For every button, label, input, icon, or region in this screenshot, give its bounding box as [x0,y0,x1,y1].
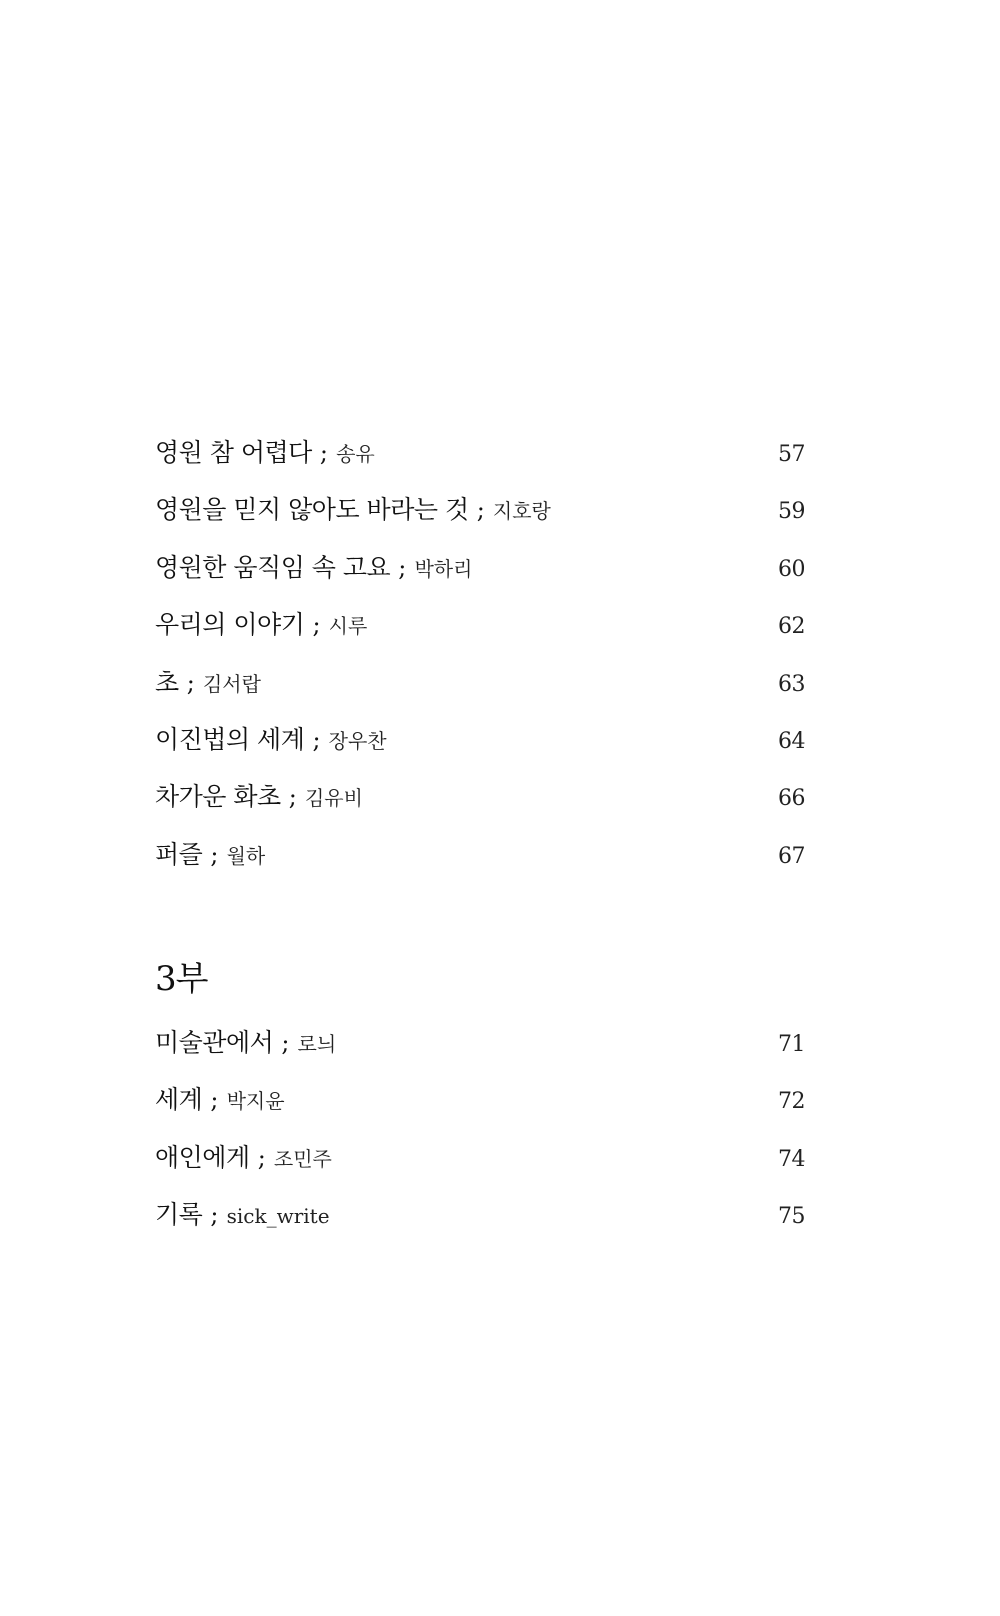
entry-author: 조민주 [273,1146,332,1171]
entry-text [155,495,551,525]
entry-title: 미술관에서 [155,1028,274,1057]
entry-separator: ; [398,553,407,582]
entry-text [155,440,375,465]
entry-author: 송유 [336,442,375,466]
entry-author: 박지윤 [226,1089,285,1114]
section-heading-part3: 3부 [155,959,208,999]
entry-text [155,1200,330,1230]
entry-separator: ; [186,668,195,697]
entry-title: 이진법의 세계 [155,724,305,754]
entry-author: 월하 [226,843,266,868]
entry-text [155,782,363,812]
entry-separator: ; [312,611,321,640]
entry-title: 퍼즐 [155,839,203,869]
entry-author: 시루 [328,614,368,639]
entry-author: 김유비 [304,786,363,811]
entry-author: 로늬 [297,1032,337,1056]
entry-page-number: 71 [778,1032,805,1057]
entry-page-number: 72 [778,1089,805,1115]
toc-entry[interactable] [155,497,805,554]
entry-page-number: 66 [778,786,805,812]
toc-entry[interactable] [155,612,805,669]
entry-page-number: 63 [778,671,805,697]
entry-title: 애인에게 [155,1142,250,1172]
entry-page-number: 60 [778,556,805,582]
entry-author: 지호랑 [492,499,551,524]
entry-separator: ; [257,1143,266,1172]
entry-title: 세계 [155,1085,203,1115]
entry-text [155,552,473,582]
toc-entry[interactable] [155,1030,805,1087]
entry-title: 영원한 움직임 속 고요 [155,552,391,582]
entry-title: 기록 [155,1200,203,1230]
entry-page-number: 57 [778,442,805,467]
entry-title: 영원을 믿지 않아도 바라는 것 [155,495,469,525]
toc-entry[interactable] [155,1087,805,1144]
entry-author: 박하리 [414,556,473,581]
entry-title: 차가운 화초 [155,782,281,812]
entry-separator: ; [281,1029,290,1057]
entry-text [155,1142,332,1172]
toc-entry[interactable] [155,724,805,784]
entry-text [155,724,387,754]
entry-separator: ; [319,439,328,467]
entry-separator: ; [210,1086,219,1115]
toc-entry[interactable] [155,440,805,497]
entry-page-number: 62 [778,614,805,640]
entry-author: 장우찬 [328,728,387,753]
entry-title: 영원 참 어렵다 [155,438,312,467]
toc-entry[interactable] [155,667,805,727]
toc-part3 [155,1030,805,1260]
toc-entry[interactable] [155,839,805,899]
entry-separator: ; [210,1201,219,1230]
entry-text [155,839,266,869]
entry-text [155,667,261,697]
toc-part2 [155,440,805,899]
entry-author: 김서랍 [202,671,261,696]
entry-page-number: 59 [778,499,805,525]
entry-text [155,610,368,640]
entry-text [155,1030,336,1055]
entry-page-number: 74 [778,1146,805,1172]
entry-page-number: 64 [778,728,805,754]
entry-separator: ; [312,725,321,754]
entry-text [155,1085,285,1115]
toc-entry[interactable] [155,1202,805,1259]
entry-title: 초 [155,667,179,697]
toc-list-part3 [155,1030,805,1260]
toc-entry[interactable] [155,1142,805,1202]
entry-separator: ; [210,840,219,869]
toc-list-part2 [155,440,805,899]
toc-entry[interactable] [155,552,805,612]
entry-page-number: 75 [778,1204,805,1230]
entry-separator: ; [288,783,297,812]
toc-entry[interactable] [155,784,805,841]
entry-page-number: 67 [778,843,805,869]
entry-separator: ; [476,496,485,525]
entry-author: sick_write [226,1204,330,1229]
entry-title: 우리의 이야기 [155,610,305,640]
